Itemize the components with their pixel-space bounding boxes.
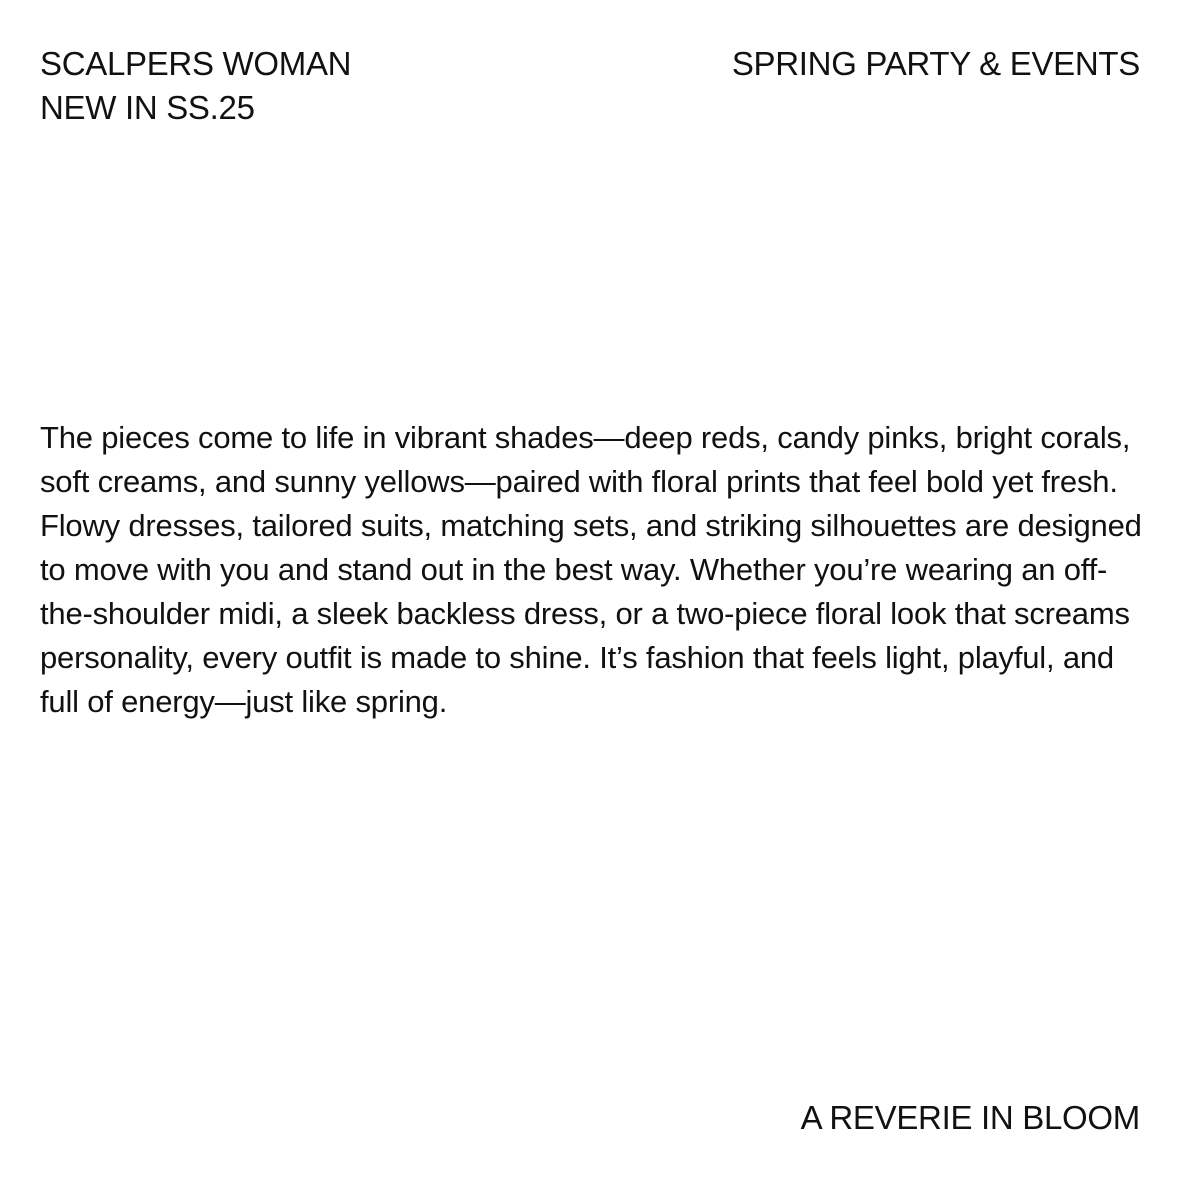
- body-paragraph: The pieces come to life in vibrant shades—deep reds, candy pinks, bright corals, soft creams, and sunny yellows—paired with floral prints that feel bold yet fresh. Flowy dresses, tailored suits, matching sets, and striking silhouettes are designed to move with you and stand out in the best way. Whether you’re wearing an off-the-shoulder midi, a sleek backless dress, or a two-piece floral look that screams personality, every outfit is made to shine. It’s fashion that feels light, playful, and full of energy—just like spring.: [40, 420, 1142, 719]
- footer-title: A REVERIE IN BLOOM: [800, 1099, 1140, 1136]
- season-label: NEW IN SS.25: [40, 89, 255, 126]
- collection-title: SPRING PARTY & EVENTS: [731, 45, 1140, 82]
- brand-name: SCALPERS WOMAN: [40, 45, 352, 82]
- header-left: [40, 42, 351, 130]
